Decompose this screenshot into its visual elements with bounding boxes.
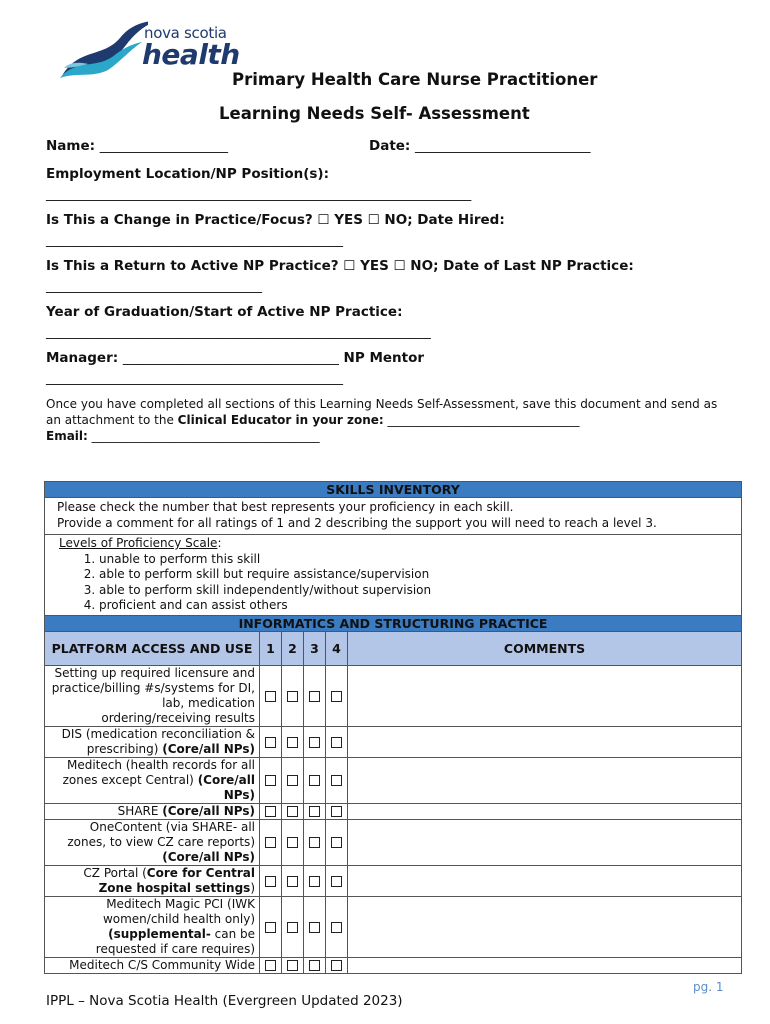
graduation-label: Year of Graduation/Start of Active NP Practice: — [46, 304, 403, 320]
level-2: 2. able to perform skill but require assistance/supervision — [99, 567, 727, 583]
rating-1-checkbox[interactable] — [265, 960, 276, 971]
rating-2-checkbox[interactable] — [287, 737, 298, 748]
rating-cell-3 — [304, 957, 326, 973]
skill-category: (Core/all NPs) — [162, 803, 255, 818]
skill-row — [45, 819, 742, 865]
section-header: INFORMATICS AND STRUCTURING PRACTICE — [45, 615, 742, 631]
rating-3-checkbox[interactable] — [309, 837, 320, 848]
instructions-line-1: Please check the number that best represents your proficiency in each skill. — [57, 500, 514, 514]
skill-row — [45, 665, 742, 726]
skill-text: CZ Portal ( — [83, 865, 147, 880]
manager-field[interactable]: ________________________________ — [122, 350, 339, 366]
logo-text-nova-scotia: nova scotia — [144, 24, 227, 42]
rating-3-checkbox[interactable] — [309, 960, 320, 971]
skill-category: (Core/all NPs) — [197, 772, 255, 802]
rating-cell-3 — [304, 665, 326, 726]
rating-3-checkbox[interactable] — [309, 691, 320, 702]
date-field[interactable]: __________________________ — [415, 138, 591, 154]
skill-row — [45, 757, 742, 803]
rating-4-checkbox[interactable] — [331, 876, 342, 887]
rating-cell-2 — [282, 803, 304, 819]
logo-wave-icon — [58, 18, 148, 84]
rating-cell-1 — [260, 819, 282, 865]
rating-4-checkbox[interactable] — [331, 691, 342, 702]
comment-field[interactable] — [348, 757, 742, 803]
column-header-2: 2 — [282, 631, 304, 665]
instructions-line-2: Provide a comment for all ratings of 1 and 2 describing the support you will need to reach a level 3. — [57, 516, 657, 530]
rating-1-checkbox[interactable] — [265, 737, 276, 748]
rating-cell-2 — [282, 665, 304, 726]
rating-cell-1 — [260, 665, 282, 726]
rating-cell-3 — [304, 726, 326, 757]
rating-cell-1 — [260, 896, 282, 957]
skill-row — [45, 865, 742, 896]
rating-4-checkbox[interactable] — [331, 922, 342, 933]
table-instructions — [45, 498, 742, 535]
column-header-3: 3 — [304, 631, 326, 665]
clinical-educator-label: Clinical Educator in your zone: — [177, 413, 384, 427]
rating-4-checkbox[interactable] — [331, 806, 342, 817]
manager-line — [46, 350, 424, 366]
comment-field[interactable] — [348, 819, 742, 865]
change-practice-label: Is This a Change in Practice/Focus? ☐ YES ☐ NO; Date Hired: — [46, 212, 505, 228]
rating-cell-3 — [304, 865, 326, 896]
submission-instructions — [46, 396, 726, 444]
rating-2-checkbox[interactable] — [287, 806, 298, 817]
skill-name — [45, 819, 260, 865]
return-practice-label: Is This a Return to Active NP Practice? ☐ YES ☐ NO; Date of Last NP Practice: — [46, 258, 634, 274]
skill-name — [45, 665, 260, 726]
rating-4-checkbox[interactable] — [331, 737, 342, 748]
rating-cell-2 — [282, 896, 304, 957]
rating-cell-2 — [282, 726, 304, 757]
rating-4-checkbox[interactable] — [331, 960, 342, 971]
graduation-field[interactable]: _________________________________________________________ — [46, 324, 431, 340]
rating-cell-1 — [260, 957, 282, 973]
rating-2-checkbox[interactable] — [287, 837, 298, 848]
proficiency-scale-colon: : — [217, 536, 222, 550]
rating-3-checkbox[interactable] — [309, 806, 320, 817]
skill-text: DIS (medication reconciliation & prescribing) — [61, 726, 255, 756]
column-header-1: 1 — [260, 631, 282, 665]
rating-3-checkbox[interactable] — [309, 737, 320, 748]
level-3: 3. able to perform skill independently/without supervision — [99, 583, 727, 599]
employment-field[interactable]: _______________________________________________________________ — [46, 186, 472, 202]
rating-cell-3 — [304, 757, 326, 803]
rating-3-checkbox[interactable] — [309, 876, 320, 887]
comment-field[interactable] — [348, 865, 742, 896]
rating-cell-1 — [260, 865, 282, 896]
rating-cell-3 — [304, 803, 326, 819]
rating-3-checkbox[interactable] — [309, 922, 320, 933]
skill-category: (Core/all NPs) — [162, 849, 255, 864]
skill-name — [45, 803, 260, 819]
logo-text-health: health — [142, 38, 240, 71]
rating-4-checkbox[interactable] — [331, 837, 342, 848]
skill-text: SHARE — [117, 803, 163, 818]
skill-name — [45, 865, 260, 896]
level-1: 1. unable to perform this skill — [99, 552, 727, 568]
rating-cell-4 — [326, 819, 348, 865]
rating-1-checkbox[interactable] — [265, 922, 276, 933]
comment-field[interactable] — [348, 665, 742, 726]
skill-row — [45, 896, 742, 957]
rating-2-checkbox[interactable] — [287, 960, 298, 971]
rating-1-checkbox[interactable] — [265, 691, 276, 702]
rating-2-checkbox[interactable] — [287, 922, 298, 933]
skills-inventory-table — [44, 481, 742, 974]
skill-text: Meditech C/S Community Wide — [69, 957, 255, 972]
rating-cell-4 — [326, 865, 348, 896]
last-practice-date-field[interactable]: ________________________________ — [46, 278, 262, 294]
document-title: Primary Health Care Nurse Practitioner — [232, 70, 598, 89]
rating-1-checkbox[interactable] — [265, 837, 276, 848]
comment-field[interactable] — [348, 957, 742, 973]
rating-1-checkbox[interactable] — [265, 876, 276, 887]
rating-cell-1 — [260, 726, 282, 757]
mentor-label: NP Mentor — [343, 350, 425, 366]
rating-cell-3 — [304, 896, 326, 957]
proficiency-scale — [45, 535, 742, 616]
column-header-4: 4 — [326, 631, 348, 665]
comment-field[interactable] — [348, 896, 742, 957]
employment-label: Employment Location/NP Position(s): — [46, 166, 329, 182]
skill-text: Meditech Magic PCI (IWK women/child health only) — [102, 896, 255, 926]
date-line — [369, 138, 591, 154]
skill-name — [45, 757, 260, 803]
skill-row — [45, 726, 742, 757]
rating-3-checkbox[interactable] — [309, 775, 320, 786]
instructions-text: Once you have completed all sections of this Learning Needs Self-Assessment, save this document and send as an attachment to the — [46, 397, 718, 427]
comment-field[interactable] — [348, 803, 742, 819]
rating-cell-2 — [282, 819, 304, 865]
skill-rows — [45, 665, 742, 973]
skill-text: Meditech (health records for all zones except Central) — [62, 757, 255, 787]
page-number: pg. 1 — [693, 980, 724, 994]
column-header-comments: COMMENTS — [348, 631, 742, 665]
skill-category: (Core/all NPs) — [162, 741, 255, 756]
rating-cell-1 — [260, 803, 282, 819]
rating-2-checkbox[interactable] — [287, 691, 298, 702]
rating-cell-3 — [304, 819, 326, 865]
name-label: Name: — [46, 138, 96, 154]
skill-text-after: can be requested if care requires) — [95, 926, 255, 956]
rating-cell-4 — [326, 957, 348, 973]
skill-text: Setting up required licensure and practice/billing #s/systems for DI, lab, medication ordering/receiving results — [51, 665, 255, 725]
nova-scotia-health-logo — [58, 18, 240, 88]
email-label: Email: — [46, 429, 88, 443]
rating-cell-4 — [326, 757, 348, 803]
rating-cell-1 — [260, 757, 282, 803]
rating-2-checkbox[interactable] — [287, 775, 298, 786]
skill-name — [45, 896, 260, 957]
comment-field[interactable] — [348, 726, 742, 757]
skill-row — [45, 803, 742, 819]
rating-cell-4 — [326, 726, 348, 757]
proficiency-scale-title: Levels of Proficiency Scale — [59, 536, 218, 550]
rating-cell-2 — [282, 865, 304, 896]
skills-inventory-header: SKILLS INVENTORY — [45, 482, 742, 498]
name-line — [46, 138, 228, 154]
date-label: Date: — [369, 138, 411, 154]
manager-label: Manager: — [46, 350, 119, 366]
rating-cell-4 — [326, 665, 348, 726]
skill-name — [45, 726, 260, 757]
skill-row — [45, 957, 742, 973]
skill-text: OneContent (via SHARE- all zones, to view CZ care reports) — [67, 819, 255, 849]
level-4: 4. proficient and can assist others — [99, 598, 727, 614]
document-subtitle: Learning Needs Self- Assessment — [219, 104, 530, 123]
skill-category: (supplemental- — [108, 926, 211, 941]
rating-cell-4 — [326, 803, 348, 819]
mentor-field[interactable]: ____________________________________________ — [46, 370, 343, 386]
skill-text-after: ) — [250, 880, 255, 895]
rating-cell-2 — [282, 957, 304, 973]
skill-category: Core for Central Zone hospital settings — [98, 865, 255, 895]
footer-text: IPPL – Nova Scotia Health (Evergreen Updated 2023) — [46, 993, 403, 1009]
clinical-educator-field[interactable]: ________________________________ — [383, 413, 580, 427]
date-hired-field[interactable]: ____________________________________________ — [46, 232, 343, 248]
skill-name — [45, 957, 260, 973]
rating-1-checkbox[interactable] — [265, 775, 276, 786]
rating-4-checkbox[interactable] — [331, 775, 342, 786]
name-field[interactable]: ___________________ — [99, 138, 228, 154]
column-header-skill: PLATFORM ACCESS AND USE — [45, 631, 260, 665]
rating-cell-4 — [326, 896, 348, 957]
rating-1-checkbox[interactable] — [265, 806, 276, 817]
rating-cell-2 — [282, 757, 304, 803]
rating-2-checkbox[interactable] — [287, 876, 298, 887]
email-field[interactable]: ______________________________________ — [87, 429, 320, 443]
